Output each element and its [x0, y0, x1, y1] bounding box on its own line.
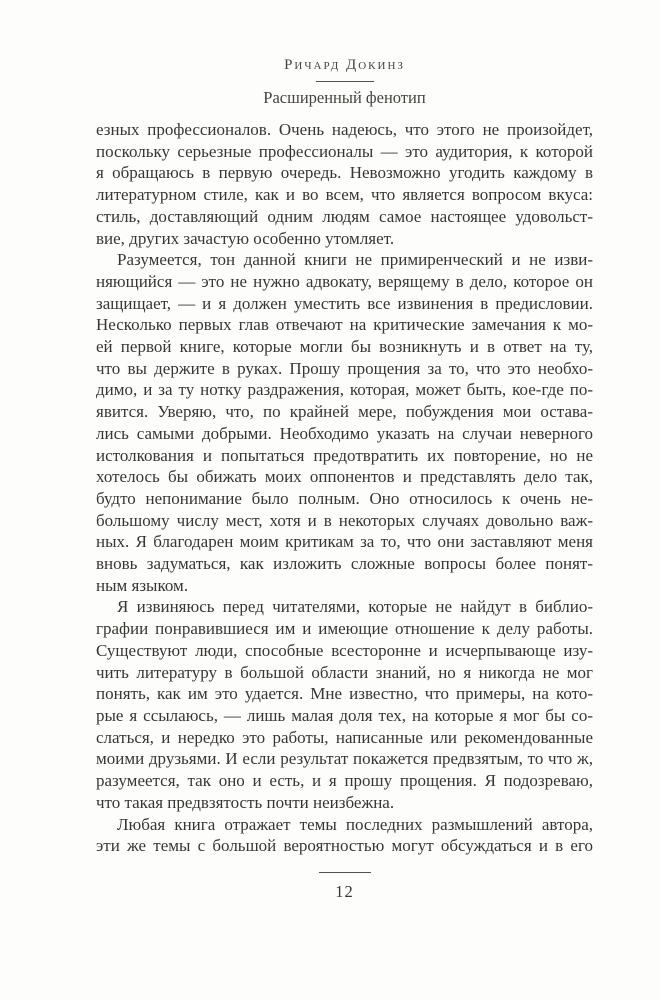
text-line: рые я ссылаюсь, — лишь малая доля тех, на которые я мог бы со- [96, 705, 593, 725]
text-line: ей первой книге, которые могли бы возникнуть и в ответ на ту, [96, 337, 593, 357]
text-line: Разумеется, тон данной книги не примиренческий и не изви- [117, 250, 593, 270]
text-line: Существуют люди, способные всесторонне и исчерпывающе изу- [96, 640, 593, 660]
text-line: стиль, доставляющий одним людям самое настоящее удовольст- [96, 206, 593, 226]
text-line: поскольку серьезные профессионалы — это аудитория, к которой [96, 141, 593, 161]
footer-rule [319, 872, 371, 873]
page-footer [96, 872, 593, 902]
text-line: что такая предвзятость почти неизбежна. [96, 792, 395, 812]
paragraph [96, 119, 593, 249]
text-line: ным языком. [96, 575, 189, 595]
running-head [96, 56, 593, 107]
text-line: лись самыми добрыми. Необходимо указать на случаи неверного [96, 423, 593, 443]
text-line: моими друзьями. И если результат покажется предвзятым, то что ж, [96, 749, 593, 769]
text-line: чить литературу в большой области знаний, но я никогда не мог [96, 662, 593, 682]
text-line: разумеется, так оно и есть, и я прошу прощения. Я подозреваю, [96, 771, 593, 791]
text-line: литературном стиле, как и во всем, что является вопросом вкуса: [96, 185, 593, 205]
paragraph [96, 814, 593, 857]
text-line: слаться, и нередко это работы, написанные или рекомендованные [96, 727, 593, 747]
text-line: истолкования и попытаться предотвратить их повторение, но не [96, 445, 593, 465]
text-line: я обращаюсь в первую очередь. Невозможно угодить каждому в [96, 163, 593, 183]
text-line: ных. Я благодарен моим критикам за то, что они заставляют меня [96, 532, 593, 552]
text-line: Любая книга отражает темы последних размышлений автора, [117, 814, 593, 834]
text-line: Несколько первых глав отвечают на критические замечания к мо- [96, 315, 593, 335]
text-line: эти же темы с большой вероятностью могут обсуждаться и в его [96, 836, 593, 856]
text-line: понять, как им это удается. Мне известно, что примеры, на кото- [96, 684, 593, 704]
page-number: 12 [335, 882, 354, 901]
text-line: будто непонимание было полным. Оно относилось к очень не- [96, 488, 593, 508]
text-line: графии понравившиеся им и имеющие отношение к делу работы. [96, 619, 593, 639]
author-name: Ричард Докинз [284, 57, 405, 73]
text-line: что вы держите в руках. Прошу прощения за то, что это необхо- [96, 358, 593, 378]
text-line: димо, и за ту нотку раздражения, которая, может быть, кое-где по- [96, 380, 593, 400]
text-line: защищает, — и я должен уместить все извинения в предисловии. [96, 293, 593, 313]
text-line: няющийся — это не нужно адвокату, верящему в дело, которое он [96, 271, 593, 291]
text-line: большому числу мест, хотя и в некоторых случаях довольно важ- [96, 510, 593, 530]
page-body [96, 119, 593, 857]
header-rule [316, 81, 374, 82]
text-line: вновь задуматься, как изложить сложные вопросы более понят- [96, 554, 593, 574]
text-line: явится. Уверяю, что, по крайней мере, побуждения мои остава- [96, 402, 593, 422]
text-line: хотелось бы обижать моих оппонентов и представлять дело так, [96, 467, 593, 487]
text-line: вие, других зачастую особенно утомляет. [96, 228, 395, 248]
text-line: езных профессионалов. Очень надеюсь, что этого не произойдет, [96, 120, 593, 139]
text-line: Я извиняюсь перед читателями, которые не найдут в библио- [117, 597, 593, 617]
paragraph [96, 596, 593, 813]
book-title: Расширенный фенотип [263, 88, 426, 107]
paragraph [96, 249, 593, 596]
